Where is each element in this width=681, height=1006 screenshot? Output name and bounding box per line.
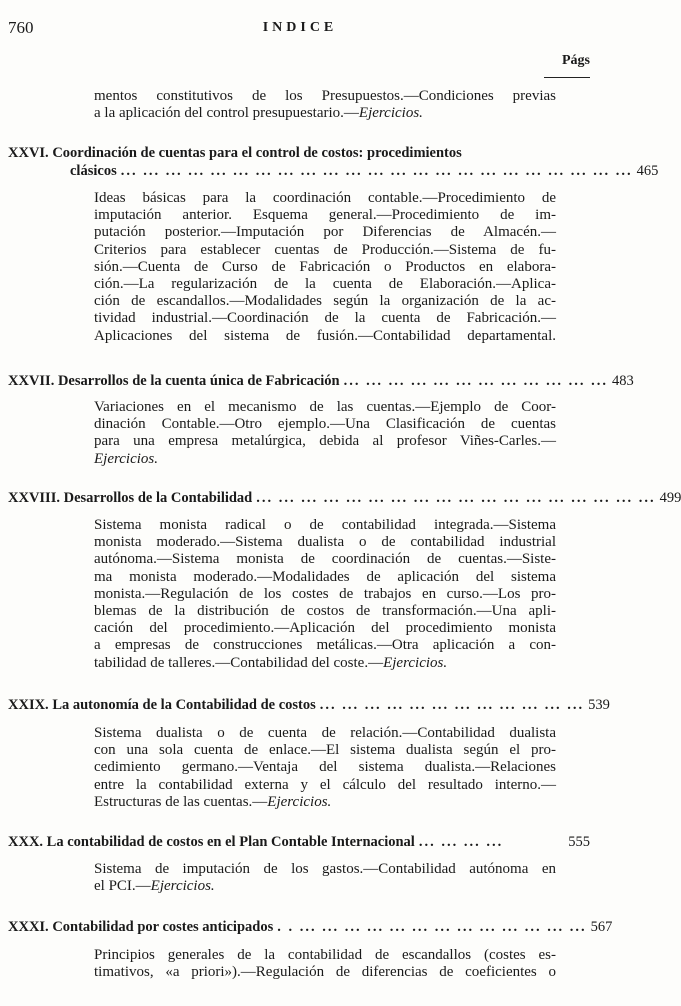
- summary-line: Ideas básicas para la coordinación contable.—Procedimiento de: [94, 190, 556, 206]
- pags-rule: [544, 77, 590, 78]
- dot-leader: ... ... ... ...: [418, 834, 504, 850]
- chapter-xxix-summary: [94, 725, 556, 811]
- chapter-xxvi-summary: [94, 190, 556, 345]
- chapter-xxviii-title: [8, 489, 681, 507]
- chapter-page: 483: [612, 373, 634, 389]
- chapter-title: Contabilidad por costes anticipados: [52, 919, 274, 935]
- chapter-number: XXIX.: [8, 697, 49, 713]
- exercises-label: Ejercicios.: [358, 105, 423, 122]
- chapter-xxvi-title: [8, 144, 659, 180]
- summary-line: autónoma.—Sistema monista de coordinación de cuentas.—Siste-: [94, 551, 556, 568]
- summary-line: timativos, «a priori»).—Regulación de diferencias de coeficientes o: [94, 964, 556, 981]
- exercises-label: Ejercicios.: [94, 450, 159, 467]
- summary-line: Estructuras de las cuentas.—Ejercicios.: [94, 793, 332, 810]
- summary-line: Variaciones en el mecanismo de las cuentas.—Ejemplo de Coor-: [94, 399, 556, 415]
- summary-line: mentos constitutivos de los Presupuestos.—Condiciones previas: [94, 88, 556, 104]
- chapter-xxx-title: [8, 833, 590, 851]
- summary-line: Principios generales de la contabilidad de escandallos (costes es-: [94, 947, 556, 963]
- summary-line: imputación anterior. Esquema general.—Procedimiento de im-: [94, 207, 556, 224]
- chapter-xxx-summary: [94, 861, 556, 895]
- running-head: INDICE: [262, 20, 338, 35]
- dot-leader: ... ... ... ... ... ... ... ... ... ... ... ... ... ... ... ... ... ... ... ... ... ... ...: [120, 163, 633, 179]
- summary-line: Sistema de imputación de los gastos.—Contabilidad autónoma en: [94, 861, 556, 877]
- chapter-number: XXVI.: [8, 145, 49, 161]
- summary-line: tividad industrial.—Coordinación de la cuenta de Fabricación.—: [94, 310, 556, 327]
- summary-line: ción.—La regularización de la cuenta de Elaboración.—Aplica-: [94, 276, 556, 293]
- chapter-page: 465: [636, 163, 659, 179]
- summary-line: monista moderado.—Sistema dualista o de contabilidad industrial: [94, 534, 556, 551]
- page-number: 760: [8, 18, 34, 37]
- chapter-title: La autonomía de la Contabilidad de costos: [52, 697, 316, 713]
- exercises-label: Ejercicios.: [383, 654, 448, 671]
- summary-line: ma monista moderado.—Modalidades de aplicación del sistema: [94, 568, 556, 585]
- summary-line: blemas de la distribución de costos de transformación.—Una apli-: [94, 603, 556, 620]
- chapter-xxxi-title: [8, 918, 613, 936]
- summary-line: Sistema dualista o de cuenta de relación.—Contabilidad dualista: [94, 725, 556, 741]
- exercises-label: Ejercicios.: [150, 878, 215, 895]
- chapter-page: 567: [590, 919, 613, 935]
- summary-line: para una empresa metalúrgica, debida al profesor Viñes-Carles.—: [94, 433, 556, 450]
- summary-line: Sistema monista radical o de contabilidad integrada.—Sistema: [94, 517, 556, 533]
- chapter-title-cont: clásicos: [70, 163, 117, 179]
- chapter-number: XXX.: [8, 834, 44, 850]
- summary-line: ción de escandallos.—Modalidades según la organización de la ac-: [94, 293, 556, 310]
- exercises-label: Ejercicios.: [267, 793, 332, 810]
- summary-line: con una sola cuenta de enlace.—El sistema dualista según el pro-: [94, 742, 556, 759]
- dot-leader: . . ... ... ... ... ... ... ... ... ... ... ... ... ...: [277, 919, 587, 935]
- summary-line: cedimiento germano.—Ventaja del sistema dualista.—Relaciones: [94, 759, 556, 776]
- summary-line: entre la contabilidad externa y el cálculo del resultado interno.—: [94, 776, 556, 793]
- chapter-title: Desarrollos de la cuenta única de Fabricación: [57, 373, 340, 389]
- chapter-page: 555: [568, 834, 590, 850]
- summary-line: cación del procedimiento.—Aplicación del procedimiento monista: [94, 620, 556, 637]
- summary-line: a la aplicación del control presupuestario.—Ejercicios.: [94, 105, 423, 122]
- chapter-number: XXXI.: [8, 919, 49, 935]
- chapter-page: 539: [588, 697, 610, 713]
- summary-line: monista.—Regulación de los costes de trabajos en curso.—Los pro-: [94, 585, 556, 602]
- chapter-number: XXVII.: [8, 373, 55, 389]
- summary-line: Criterios para establecer cuentas de Producción.—Sistema de fu-: [94, 241, 556, 258]
- continuation-summary: [94, 88, 556, 122]
- summary-line: a empresas de construcciones metálicas.—Otra aplicación a con-: [94, 637, 556, 654]
- summary-line: tabilidad de talleres.—Contabilidad del coste.—Ejercicios.: [94, 654, 448, 671]
- chapter-page: 499: [659, 490, 681, 506]
- pags-label: Págs: [562, 53, 590, 68]
- chapter-xxviii-summary: [94, 517, 556, 672]
- summary-line: sión.—Cuenta de Curso de Fabricación o Productos en elabora-: [94, 258, 556, 275]
- summary-line: Aplicaciones del sistema de fusión.—Contabilidad departamental.: [94, 327, 556, 344]
- dot-leader: ... ... ... ... ... ... ... ... ... ... ... ...: [343, 373, 608, 389]
- summary-line: putación posterior.—Imputación por Diferencias de Almacén.—: [94, 224, 556, 241]
- chapter-xxvii-summary: [94, 399, 556, 468]
- dot-leader: ... ... ... ... ... ... ... ... ... ... ... ...: [319, 697, 585, 713]
- chapter-xxvii-title: [8, 372, 634, 390]
- chapter-xxix-title: [8, 696, 610, 714]
- summary-line: el PCI.—Ejercicios.: [94, 878, 215, 895]
- chapter-number: XXVIII.: [8, 490, 60, 506]
- chapter-title: La contabilidad de costos en el Plan Contable Internacional: [46, 834, 415, 850]
- dot-leader: ... ... ... ... ... ... ... ... ... ... ... ... ... ... ... ... ... ...: [256, 490, 656, 506]
- chapter-title: Desarrollos de la Contabilidad: [63, 490, 253, 506]
- summary-line: dinación Contable.—Otro ejemplo.—Una Clasificación de cuentas: [94, 416, 556, 433]
- chapter-title: Coordinación de cuentas para el control de costos: procedimientos: [52, 145, 462, 161]
- chapter-xxxi-summary: [94, 947, 556, 981]
